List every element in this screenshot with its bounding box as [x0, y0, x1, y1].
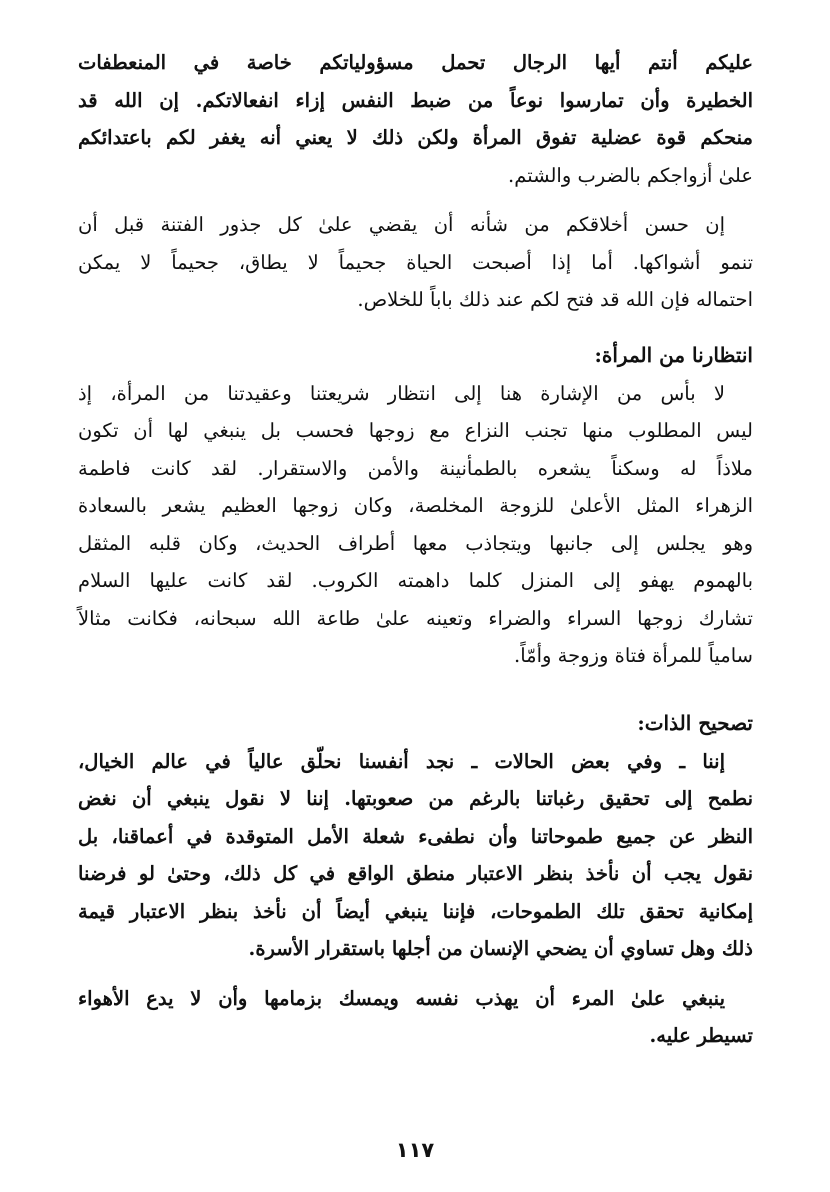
text-line: تنمو أشواكها. أما إذا أصبحت الحياة جحيماً لا يطاق، جحيماً لا يمكن — [78, 250, 753, 274]
text-line: لا بأس من الإشارة هنا إلى انتظار شريعتنا وعقيدتنا من المرأة، إذ — [78, 381, 725, 405]
text-line: ذلك وهل تساوي أن يضحي الإنسان من أجلها باستقرار الأسرة. — [248, 937, 753, 960]
paragraph-3 — [78, 375, 753, 675]
text-line: عليكم أنتم أيها الرجال تحمل مسؤولياتكم خاصة في المنعطفات — [78, 51, 753, 74]
text-line: منحكم قوة عضلية تفوق المرأة ولكن ذلك لا يعني أنه يغفر لكم باعتدائكم — [78, 126, 753, 149]
text-line: ملاذاً له وسكناً يشعره بالطمأنينة والأمن والاستقرار. لقد كانت فاطمة — [78, 456, 753, 480]
text-line: الزهراء المثل الأعلىٰ للزوجة المخلصة، وكان زوجها العظيم يشعر بالسعادة — [78, 494, 753, 517]
paragraph-2 — [78, 206, 753, 319]
text-line: نطمح إلى تحقيق رغباتنا بالرغم من صعوبتها. إننا لا نقول ينبغي أن نغض — [78, 787, 753, 810]
text-line: إمكانية تحقق تلك الطموحات، فإننا ينبغي أيضاً أن نأخذ بنظر الاعتبار قيمة — [78, 899, 753, 923]
paragraph-5 — [78, 980, 753, 1055]
text-line: سامياً للمرأة فتاة وزوجة وأمّاً. — [514, 644, 753, 667]
text-line: احتماله فإن الله قد فتح لكم عند ذلك باباً للخلاص. — [357, 288, 753, 311]
text-line: النظر عن جميع طموحاتنا وأن نطفىء شعلة الأمل المتوقدة في أعماقنا، بل — [78, 824, 753, 848]
section-heading: انتظارنا من المرأة: — [594, 342, 753, 367]
text-line: تشارك زوجها السراء والضراء وتعينه علىٰ طاعة الله سبحانه، فكانت مثالاً — [78, 606, 753, 630]
text-line: ليس المطلوب منها تجنب النزاع مع زوجها فحسب بل ينبغي لها أن تكون — [78, 419, 753, 442]
book-page — [78, 44, 753, 1144]
text-line: إن حسن أخلاقكم من شأنه أن يقضي علىٰ كل جذور الفتنة قبل أن — [78, 213, 725, 236]
text-line: ينبغي علىٰ المرء أن يهذب نفسه ويمسك بزمامها وأن لا يدع الأهواء — [78, 986, 725, 1010]
text-line: إننا ـ وفي بعض الحالات ـ نجد أنفسنا نحلّق عالياً في عالم الخيال، — [78, 749, 725, 773]
text-line: وهو يجلس إلى جانبها ويتجاذب معها أطراف الحديث، وكان قلبه المثقل — [78, 531, 753, 555]
paragraph-4 — [78, 743, 753, 968]
text-line: الخطيرة وأن تمارسوا نوعاً من ضبط النفس إزاء انفعالاتكم. إن الله قد — [78, 88, 753, 112]
paragraph-1 — [78, 44, 753, 194]
text-line: بالهموم يهفو إلى المنزل كلما داهمته الكروب. لقد كانت عليها السلام — [78, 569, 753, 592]
text-line: نقول يجب أن نأخذ بنظر الاعتبار منطق الواقع في كل ذلك، وحتىٰ لو فرضنا — [78, 862, 753, 885]
text-line: تسيطر عليه. — [649, 1024, 753, 1047]
page-number: ١١٧ — [395, 1138, 435, 1162]
section-heading: تصحيح الذات: — [637, 710, 753, 735]
text-line: علىٰ أزواجكم بالضرب والشتم. — [508, 163, 753, 187]
